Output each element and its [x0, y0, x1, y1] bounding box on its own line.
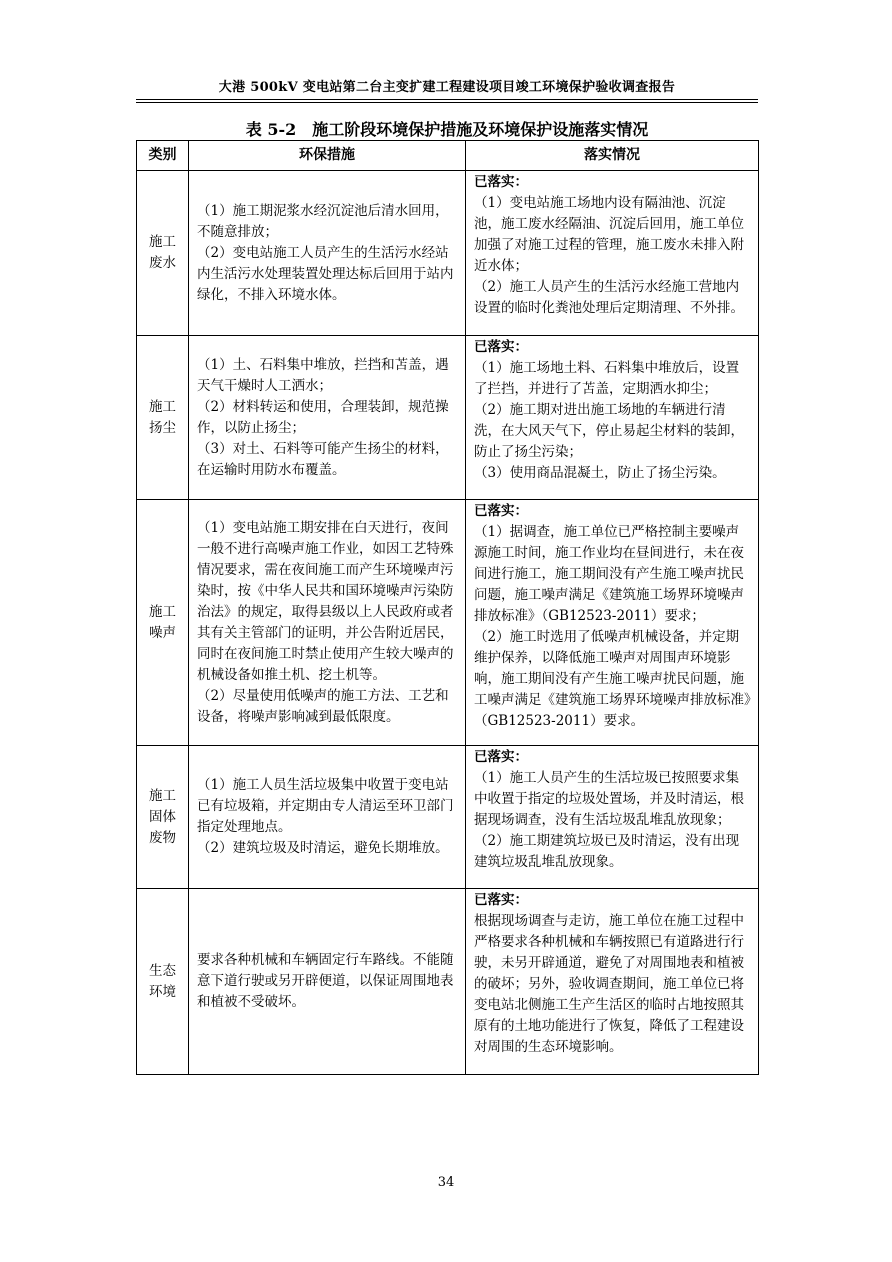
- table-row-noise: [137, 500, 759, 746]
- status-detail: 根据现场调查与走访，施工单位在施工过程中严格要求各种机械和车辆按照已有道路进行行驶，未另开辟通道，避免了对周围地表和植被的破坏；另外，验收调查期间，施工单位已将变电站北侧施工生产生活区的临时占地按照其原有的土地功能进行了恢复，降低了工程建设对周围的生态环境影响。: [474, 913, 744, 1055]
- measure-cell: （1）施工人员生活垃圾集中收置于变电站已有垃圾箱，并定期由专人清运至环卫部门指定处理地点。 （2）建筑垃圾及时清运，避免长期堆放。: [189, 746, 466, 889]
- document-header: 大港 500kV 变电站第二台主变扩建工程建设项目竣工环境保护验收调查报告: [218, 80, 676, 95]
- table-row-ecology: [137, 889, 759, 1075]
- status-detail: （1）据调查，施工单位已严格控制主要噪声源施工时间，施工作业均在昼间进行，未在夜间进行施工，施工期间没有产生施工噪声扰民问题，施工噪声满足《建筑施工场界环境噪声排放标准》（GB12523-2011）要求； （2）施工时选用了低噪声机械设备，并定期维护保养，以降低施工噪声对周围声环境影响，施工期间没有产生施工噪声扰民问题，施工噪声满足《建筑施工场界环境噪声排放标准》（GB12523-2011）要求。: [474, 524, 751, 729]
- column-header-measures: 环保措施: [189, 141, 466, 171]
- column-header-status: 落实情况: [466, 141, 759, 171]
- status-cell: [466, 746, 759, 889]
- category-cell: 施工 固体 废物: [137, 746, 189, 889]
- status-cell: [466, 171, 759, 336]
- page-number: 34: [437, 1175, 455, 1190]
- measure-cell: （1）土、石料集中堆放，拦挡和苫盖，遇天气干燥时人工洒水； （2）材料转运和使用，合理装卸，规范操作，以防止扬尘； （3）对土、石料等可能产生扬尘的材料，在运输时用防水布覆盖。: [189, 336, 466, 500]
- status-detail: （1）变电站施工场地内设有隔油池、沉淀池，施工废水经隔油、沉淀后回用，施工单位加强了对施工过程的管理，施工废水未排入附近水体； （2）施工人员产生的生活污水经施工营地内设置的临时化粪池处理后定期清理、不外排。: [474, 195, 744, 316]
- category-cell: 施工 废水: [137, 171, 189, 336]
- status-label: 已落实：: [474, 749, 528, 765]
- category-cell: 生态 环境: [137, 889, 189, 1075]
- table-caption: 表 5-2 施工阶段环境保护措施及环境保护设施落实情况: [245, 120, 649, 139]
- status-cell: [466, 889, 759, 1075]
- measures-table: [136, 140, 759, 1075]
- measure-cell: 要求各种机械和车辆固定行车路线。不能随意下道行驶或另开辟便道，以保证周围地表和植被不受破坏。: [189, 889, 466, 1075]
- status-detail: （1）施工场地土料、石料集中堆放后，设置了拦挡，并进行了苫盖，定期洒水抑尘； （2）施工期对进出施工场地的车辆进行清洗，在大风天气下，停止易起尘材料的装卸，防止了扬尘污染； （3）使用商品混凝土，防止了扬尘污染。: [474, 360, 744, 481]
- header-rule-thin: [136, 102, 758, 103]
- status-cell: [466, 336, 759, 500]
- header-rule-thick: [136, 99, 758, 100]
- status-label: 已落实：: [474, 503, 528, 519]
- status-label: 已落实：: [474, 339, 528, 355]
- status-label: 已落实：: [474, 174, 528, 190]
- category-cell: 施工 扬尘: [137, 336, 189, 500]
- status-cell: [466, 500, 759, 746]
- status-detail: （1）施工人员产生的生活垃圾已按照要求集中收置于指定的垃圾处置场，并及时清运，根据现场调查，没有生活垃圾乱堆乱放现象； （2）施工期建筑垃圾已及时清运，没有出现建筑垃圾乱堆乱放现象。: [474, 770, 744, 870]
- category-cell: 施工 噪声: [137, 500, 189, 746]
- measure-cell: （1）施工期泥浆水经沉淀池后清水回用，不随意排放； （2）变电站施工人员产生的生活污水经站内生活污水处理装置处理达标后回用于站内绿化，不排入环境水体。: [189, 171, 466, 336]
- table-row-dust: [137, 336, 759, 500]
- status-label: 已落实：: [474, 892, 528, 908]
- table-header-row: [137, 141, 759, 171]
- measure-cell: （1）变电站施工期安排在白天进行，夜间一般不进行高噪声施工作业，如因工艺特殊情况要求，需在夜间施工而产生环境噪声污染时，按《中华人民共和国环境噪声污染防治法》的规定，取得县级以上人民政府或者其有关主管部门的证明，并公告附近居民，同时在夜间施工时禁止使用产生较大噪声的机械设备如推土机、挖土机等。 （2）尽量使用低噪声的施工方法、工艺和设备，将噪声影响减到最低限度。: [189, 500, 466, 746]
- column-header-category: 类别: [137, 141, 189, 171]
- table-row-solid-waste: [137, 746, 759, 889]
- table-row-wastewater: [137, 171, 759, 336]
